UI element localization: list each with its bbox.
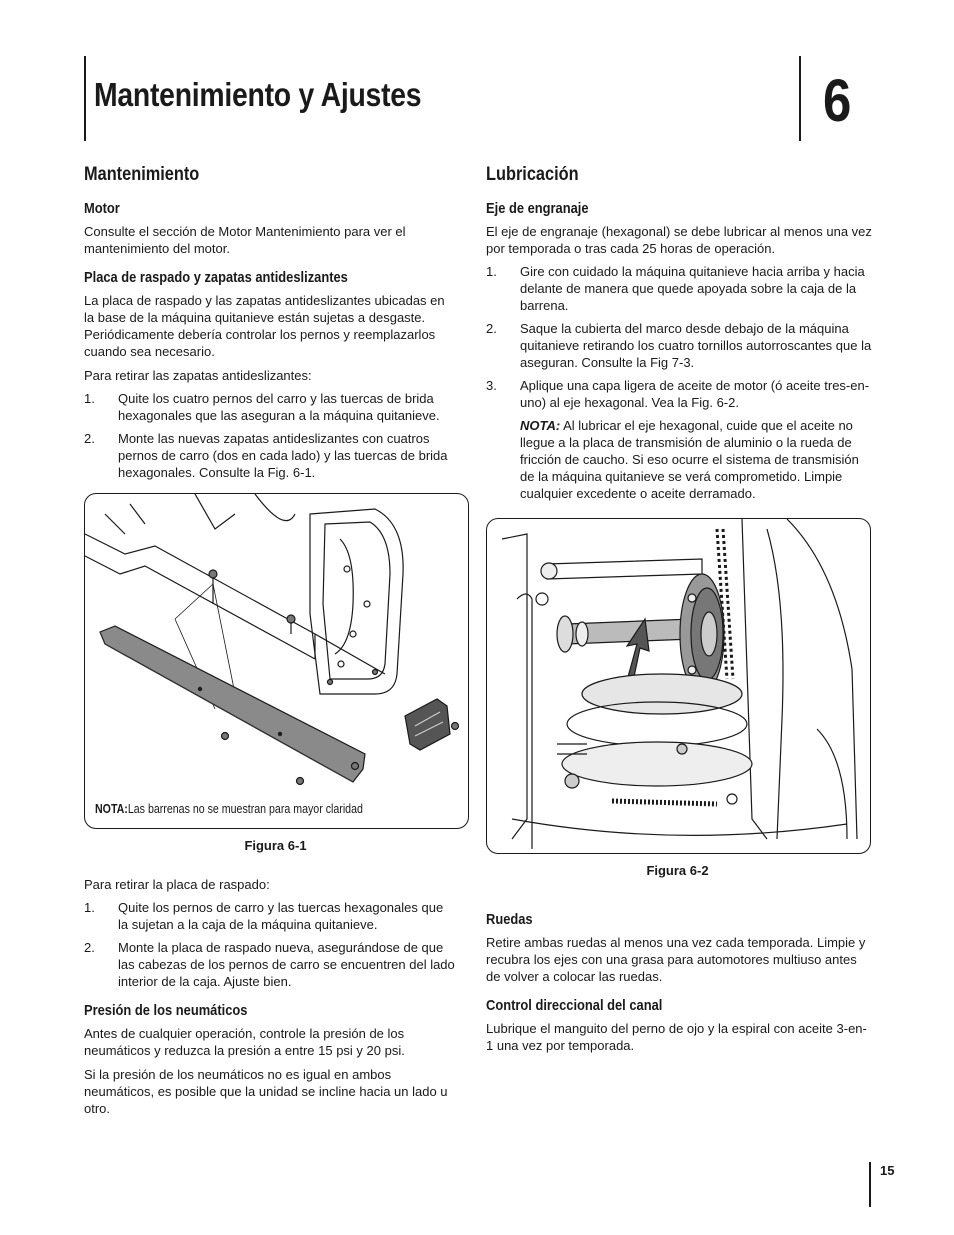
placa-intro: La placa de raspado y las zapatas antideslizantes ubicadas en la base de la máquina quitanieve están sujetas a desgaste. Periódicamente debería controlar los pernos y reemplazarlos cuando sea necesario. [84,293,445,359]
page-number: 15 [880,1163,895,1178]
section-heading-lubricacion: Lubricación [486,164,579,185]
chapter-number: 6 [823,67,852,134]
subheading-control: Control direccional del canal [486,997,663,1014]
subheading-presion: Presión de los neumáticos [84,1002,248,1019]
zapatas-steps [84,390,456,481]
raspado-steps [84,899,456,990]
subheading-eje: Eje de engranaje [486,200,589,217]
ruedas-text: Retire ambas ruedas al menos una vez cada temporada. Limpie y recubra los ejes con una grasa para automotores multiuso antes de volver a colocar las ruedas. [486,935,866,984]
figure-6-2 [486,518,871,854]
subheading-ruedas: Ruedas [486,911,533,928]
eje-steps [486,263,874,502]
left-column [84,164,456,1124]
lubrication-note: NOTA: Al lubricar el eje hexagonal, cuide que el aceite no llegue a la placa de transmisión de aluminio o la rueda de fricción de caucho. Si eso ocurre el sistema de transmisión de la máquina quitanieve se verá comprometido. Limpie cualquier excedente o aceite derramado. [520,418,859,501]
list-item: 1. Quite los pernos de carro y las tuercas hexagonales que la sujetan a la caja de la máquina quitanieve. [84,900,444,932]
figure-6-2-caption: Figura 6-2 [646,863,709,878]
scraper-bar-illustration [85,494,468,828]
subheading-motor: Motor [84,200,120,217]
header-rule-left [84,56,86,141]
figure-6-1 [84,493,469,829]
hex-shaft-illustration [487,519,870,853]
list-item: 2. Monte la placa de raspado nueva, asegurándose de que las cabezas de los pernos de carro se encuentren del lado interior de la caja. Ajuste bien. [84,940,455,989]
section-heading-mantenimiento: Mantenimiento [84,164,200,185]
presion-p2: Si la presión de los neumáticos no es igual en ambos neumáticos, es posible que la unidad se incline hacia un lado u otro. [84,1067,448,1116]
raspado-lead: Para retirar la placa de raspado: [84,877,270,892]
page-title: Mantenimiento y Ajustes [94,76,422,113]
motor-text: Consulte el sección de Motor Mantenimiento para ver el mantenimiento del motor. [84,224,406,256]
figure-6-1-caption: Figura 6-1 [244,838,307,853]
list-item: 1. Gire con cuidado la máquina quitanieve hacia arriba y hacia delante de manera que quede apoyada sobre la caja de la barrena. [486,264,865,313]
subheading-placa: Placa de raspado y zapatas antideslizantes [84,269,348,286]
list-item: 1. Quite los cuatro pernos del carro y las tuercas de brida hexagonales que las aseguran a la máquina quitanieve. [84,391,440,423]
footer-rule [869,1162,871,1207]
control-text: Lubrique el manguito del perno de ojo y la espiral con aceite 3-en-1 una vez por temporada. [486,1021,867,1053]
eje-intro: El eje de engranaje (hexagonal) se debe lubricar al menos una vez por temporada o tras cada 25 horas de operación. [486,224,872,256]
list-item: 2. Saque la cubierta del marco desde debajo de la máquina quitanieve retirando los cuatro tornillos autorroscantes que la aseguran. Consulte la Fig 7-3. [486,321,872,370]
presion-p1: Antes de cualquier operación, controle la presión de los neumáticos y reduzca la presión a entre 15 psi y 20 psi. [84,1026,405,1058]
list-item: 3. Aplique una capa ligera de aceite de motor (ó aceite tres-en-uno) al eje hexagonal. Vea la Fig. 6-2. NOTA: Al lubricar el eje hexagonal, cuide que el aceite no llegue a la placa de transmisión de aluminio o la rueda de fricción de caucho. Si eso ocurre el sistema de transmisión de la máquina quitanieve se verá comprometido. Limpie cualquier excedente o aceite derramado. [486,377,874,502]
header-rule-right [799,56,801,141]
list-item: 2. Monte las nuevas zapatas antideslizantes con cuatros pernos de carro (dos en cada lado) y las tuercas de brida hexagonales. Consulte la Fig. 6-1. [84,431,448,480]
figure-note: NOTA:Las barrenas no se muestran para mayor claridad [95,802,363,816]
placa-lead: Para retirar las zapatas antideslizantes: [84,368,312,383]
right-column [486,164,874,1061]
